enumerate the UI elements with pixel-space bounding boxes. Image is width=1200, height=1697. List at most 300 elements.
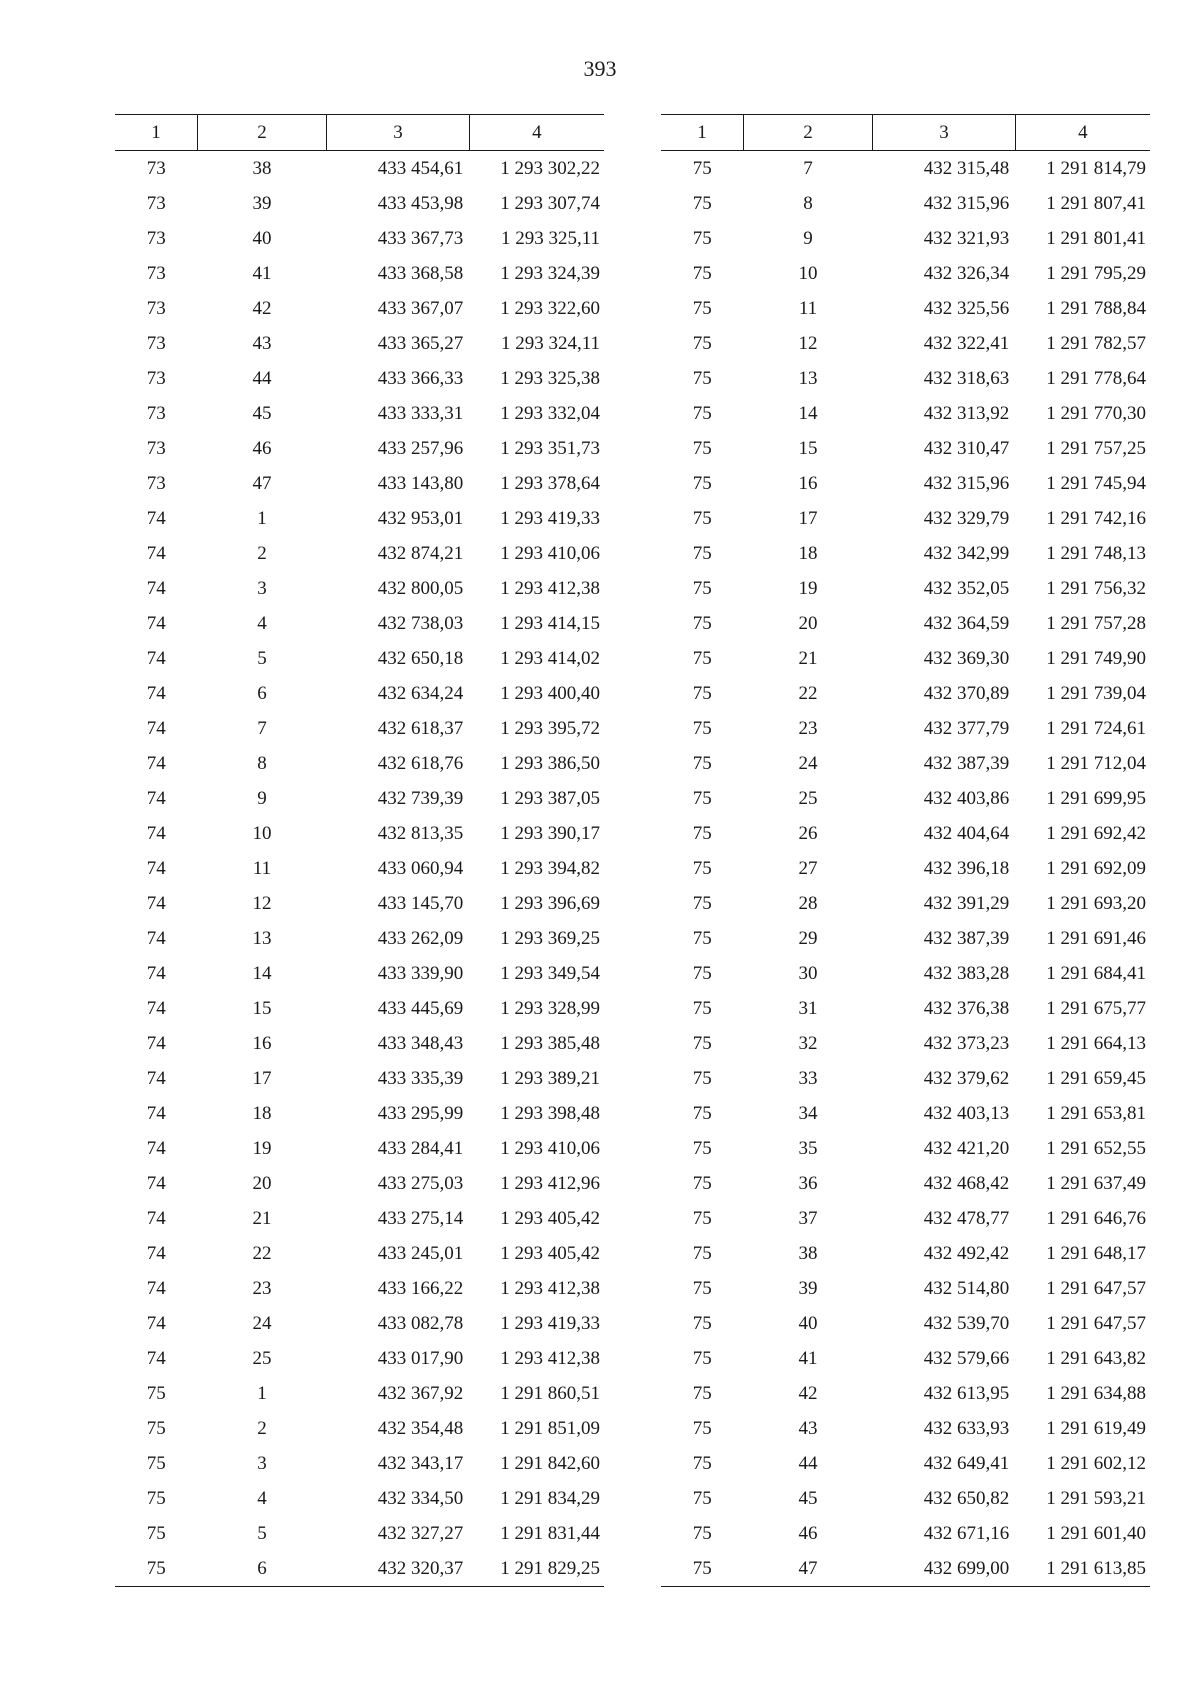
- cell-y-coordinate: 1 293 324,11: [500, 332, 600, 354]
- cell-section: 74: [146, 1137, 166, 1159]
- cell-y-coordinate: 1 291 829,25: [469, 1551, 604, 1587]
- cell-x-coordinate: 432 739,39: [377, 787, 464, 809]
- cell-x-coordinate: 432 404,64: [923, 822, 1010, 844]
- table-row: [115, 781, 604, 816]
- cell-section: 75: [692, 472, 712, 494]
- cell-x-coordinate: 433 339,90: [377, 962, 464, 984]
- cell-y-coordinate: 1 291 664,13: [1046, 1032, 1146, 1054]
- cell-point: 20: [798, 612, 818, 634]
- cell-section: 75: [692, 717, 712, 739]
- cell-y-coordinate: 1 293 419,33: [500, 507, 600, 529]
- cell-y-coordinate: 1 291 778,64: [1046, 367, 1146, 389]
- table-row: [115, 1236, 604, 1271]
- cell-point: 25: [798, 787, 818, 809]
- cell-y-coordinate: 1 291 699,95: [1046, 787, 1146, 809]
- cell-x-coordinate: 433 368,58: [377, 262, 464, 284]
- cell-section: 75: [692, 962, 712, 984]
- cell-point: 13: [252, 927, 272, 949]
- cell-y-coordinate: 1 291 637,49: [1046, 1172, 1146, 1194]
- cell-x-coordinate: 432 421,20: [923, 1137, 1010, 1159]
- cell-section: 75: [692, 1347, 712, 1369]
- cell-y-coordinate: 1 293 332,04: [500, 402, 600, 424]
- cell-section: 75: [692, 1242, 712, 1264]
- cell-point: 7: [803, 157, 813, 179]
- cell-section: 75: [692, 1417, 712, 1439]
- table-row: [661, 1376, 1150, 1411]
- cell-x-coordinate: 432 514,80: [923, 1277, 1010, 1299]
- cell-y-coordinate: 1 291 647,57: [1046, 1277, 1146, 1299]
- table-row: [115, 1446, 604, 1481]
- cell-x-coordinate: 432 387,39: [923, 927, 1010, 949]
- cell-x-coordinate: 433 367,73: [377, 227, 464, 249]
- cell-section: 75: [692, 402, 712, 424]
- cell-x-coordinate: 432 618,76: [377, 752, 464, 774]
- cell-point: 5: [257, 647, 267, 669]
- cell-point: 45: [798, 1487, 818, 1509]
- coordinates-table-left: [115, 114, 604, 1587]
- cell-point: 27: [798, 857, 818, 879]
- cell-section: 74: [146, 647, 166, 669]
- cell-x-coordinate: 433 453,98: [377, 192, 464, 214]
- cell-point: 31: [798, 997, 818, 1019]
- cell-x-coordinate: 433 366,33: [377, 367, 464, 389]
- cell-x-coordinate: 432 613,95: [923, 1382, 1010, 1404]
- cell-y-coordinate: 1 291 693,20: [1046, 892, 1146, 914]
- cell-x-coordinate: 433 245,01: [377, 1242, 464, 1264]
- table-row: [115, 816, 604, 851]
- cell-point: 19: [798, 577, 818, 599]
- cell-y-coordinate: 1 293 405,42: [500, 1207, 600, 1229]
- cell-section: 75: [146, 1382, 166, 1404]
- cell-y-coordinate: 1 293 302,22: [500, 157, 600, 179]
- cell-section: 74: [146, 1207, 166, 1229]
- cell-x-coordinate: 432 800,05: [377, 577, 464, 599]
- cell-point: 46: [252, 437, 272, 459]
- table-row: [115, 1341, 604, 1376]
- table-row: [115, 1201, 604, 1236]
- table-header-row: [661, 115, 1150, 151]
- column-header-1: 1: [661, 115, 743, 151]
- table-row: [115, 921, 604, 956]
- table-row: [661, 1236, 1150, 1271]
- cell-point: 10: [252, 822, 272, 844]
- cell-x-coordinate: 432 671,16: [923, 1522, 1010, 1544]
- cell-x-coordinate: 432 618,37: [377, 717, 464, 739]
- table-row: [115, 1551, 604, 1587]
- cell-section: 75: [692, 542, 712, 564]
- cell-x-coordinate: 432 478,77: [923, 1207, 1010, 1229]
- table-body-left: [115, 151, 604, 1587]
- cell-section: 73: [146, 192, 166, 214]
- cell-point: 24: [798, 752, 818, 774]
- table-row: [661, 1096, 1150, 1131]
- cell-point: 14: [252, 962, 272, 984]
- table-row: [661, 1201, 1150, 1236]
- table-row: [661, 151, 1150, 187]
- table-row: [661, 501, 1150, 536]
- table-row: [115, 641, 604, 676]
- cell-x-coordinate: 432 373,23: [923, 1032, 1010, 1054]
- cell-x-coordinate: 432 633,93: [923, 1417, 1010, 1439]
- cell-section: 75: [692, 262, 712, 284]
- cell-x-coordinate: 432 650,82: [923, 1487, 1010, 1509]
- cell-point: 18: [798, 542, 818, 564]
- cell-x-coordinate: 432 396,18: [923, 857, 1010, 879]
- cell-point: 4: [257, 612, 267, 634]
- cell-x-coordinate: 433 166,22: [377, 1277, 464, 1299]
- cell-x-coordinate: 433 143,80: [377, 472, 464, 494]
- cell-section: 74: [146, 577, 166, 599]
- table-row: [115, 431, 604, 466]
- cell-section: 75: [692, 647, 712, 669]
- cell-point: 19: [252, 1137, 272, 1159]
- cell-x-coordinate: 433 365,27: [377, 332, 464, 354]
- cell-x-coordinate: 433 145,70: [377, 892, 464, 914]
- table-row: [115, 1306, 604, 1341]
- cell-x-coordinate: 432 377,79: [923, 717, 1010, 739]
- cell-point: 36: [798, 1172, 818, 1194]
- cell-y-coordinate: 1 293 400,40: [500, 682, 600, 704]
- cell-y-coordinate: 1 291 834,29: [500, 1487, 600, 1509]
- cell-y-coordinate: 1 291 739,04: [1046, 682, 1146, 704]
- table-row: [115, 1411, 604, 1446]
- table-row: [661, 1341, 1150, 1376]
- cell-x-coordinate: 432 367,92: [377, 1382, 464, 1404]
- cell-point: 2: [257, 542, 267, 564]
- cell-section: 73: [146, 472, 166, 494]
- cell-y-coordinate: 1 293 410,06: [500, 1137, 600, 1159]
- cell-y-coordinate: 1 293 307,74: [500, 192, 600, 214]
- cell-point: 15: [252, 997, 272, 1019]
- cell-x-coordinate: 432 650,18: [377, 647, 464, 669]
- cell-x-coordinate: 432 364,59: [923, 612, 1010, 634]
- cell-point: 44: [252, 367, 272, 389]
- cell-x-coordinate: 432 383,28: [923, 962, 1010, 984]
- cell-section: 75: [692, 157, 712, 179]
- cell-point: 8: [803, 192, 813, 214]
- cell-point: 18: [252, 1102, 272, 1124]
- cell-x-coordinate: 433 257,96: [377, 437, 464, 459]
- cell-x-coordinate: 433 333,31: [377, 402, 464, 424]
- cell-y-coordinate: 1 293 349,54: [500, 962, 600, 984]
- table-row: [661, 186, 1150, 221]
- cell-section: 75: [692, 577, 712, 599]
- cell-section: 74: [146, 1032, 166, 1054]
- cell-point: 43: [252, 332, 272, 354]
- cell-section: 74: [146, 1172, 166, 1194]
- cell-y-coordinate: 1 293 414,15: [500, 612, 600, 634]
- cell-y-coordinate: 1 291 652,55: [1046, 1137, 1146, 1159]
- cell-point: 22: [252, 1242, 272, 1264]
- cell-y-coordinate: 1 293 412,38: [500, 577, 600, 599]
- cell-point: 1: [257, 1382, 267, 1404]
- cell-x-coordinate: 432 310,47: [923, 437, 1010, 459]
- cell-point: 43: [798, 1417, 818, 1439]
- cell-x-coordinate: 432 352,05: [923, 577, 1010, 599]
- cell-section: 75: [692, 227, 712, 249]
- cell-point: 16: [798, 472, 818, 494]
- cell-point: 41: [798, 1347, 818, 1369]
- cell-y-coordinate: 1 293 395,72: [500, 717, 600, 739]
- cell-y-coordinate: 1 293 412,38: [500, 1347, 600, 1369]
- cell-section: 75: [661, 1551, 743, 1587]
- cell-point: 45: [252, 402, 272, 424]
- cell-y-coordinate: 1 293 405,42: [500, 1242, 600, 1264]
- column-header-2: 2: [743, 115, 872, 151]
- cell-x-coordinate: 432 874,21: [377, 542, 464, 564]
- cell-point: 2: [257, 1417, 267, 1439]
- table-row: [115, 1481, 604, 1516]
- cell-section: 75: [692, 192, 712, 214]
- cell-x-coordinate: 432 376,38: [923, 997, 1010, 1019]
- table-row: [661, 606, 1150, 641]
- table-row: [115, 501, 604, 536]
- cell-point: 32: [798, 1032, 818, 1054]
- cell-point: 12: [252, 892, 272, 914]
- cell-section: 75: [692, 892, 712, 914]
- table-row: [661, 816, 1150, 851]
- cell-y-coordinate: 1 293 394,82: [500, 857, 600, 879]
- cell-section: 73: [146, 262, 166, 284]
- cell-y-coordinate: 1 291 748,13: [1046, 542, 1146, 564]
- table-row: [661, 1026, 1150, 1061]
- cell-y-coordinate: 1 291 742,16: [1046, 507, 1146, 529]
- cell-section: 75: [692, 857, 712, 879]
- cell-section: 74: [146, 822, 166, 844]
- table-row: [115, 361, 604, 396]
- cell-point: 39: [798, 1277, 818, 1299]
- column-header-3: 3: [873, 115, 1016, 151]
- cell-y-coordinate: 1 291 659,45: [1046, 1067, 1146, 1089]
- cell-section: 74: [146, 542, 166, 564]
- cell-point: 5: [257, 1522, 267, 1544]
- cell-y-coordinate: 1 293 410,06: [500, 542, 600, 564]
- cell-section: 75: [146, 1417, 166, 1439]
- table-row: [661, 886, 1150, 921]
- cell-x-coordinate: 432 579,66: [923, 1347, 1010, 1369]
- table-row: [661, 1516, 1150, 1551]
- table-row: [661, 711, 1150, 746]
- cell-y-coordinate: 1 291 749,90: [1046, 647, 1146, 669]
- cell-point: 46: [798, 1522, 818, 1544]
- cell-y-coordinate: 1 291 643,82: [1046, 1347, 1146, 1369]
- cell-y-coordinate: 1 291 601,40: [1046, 1522, 1146, 1544]
- cell-section: 75: [692, 1137, 712, 1159]
- cell-point: 47: [252, 472, 272, 494]
- cell-x-coordinate: 433 275,03: [377, 1172, 464, 1194]
- cell-y-coordinate: 1 293 412,96: [500, 1172, 600, 1194]
- table-row: [661, 1551, 1150, 1587]
- cell-y-coordinate: 1 291 745,94: [1046, 472, 1146, 494]
- cell-y-coordinate: 1 291 648,17: [1046, 1242, 1146, 1264]
- cell-x-coordinate: 432 699,00: [873, 1551, 1016, 1587]
- cell-section: 75: [692, 1312, 712, 1334]
- cell-point: 33: [798, 1067, 818, 1089]
- cell-section: 75: [692, 367, 712, 389]
- cell-section: 74: [146, 717, 166, 739]
- column-header-2: 2: [197, 115, 326, 151]
- cell-y-coordinate: 1 293 385,48: [500, 1032, 600, 1054]
- cell-x-coordinate: 432 403,86: [923, 787, 1010, 809]
- cell-y-coordinate: 1 291 814,79: [1046, 157, 1146, 179]
- cell-y-coordinate: 1 291 795,29: [1046, 262, 1146, 284]
- cell-x-coordinate: 432 391,29: [923, 892, 1010, 914]
- cell-section: 75: [692, 332, 712, 354]
- cell-point: 12: [798, 332, 818, 354]
- cell-y-coordinate: 1 291 634,88: [1046, 1382, 1146, 1404]
- cell-point: 8: [257, 752, 267, 774]
- table-row: [661, 221, 1150, 256]
- cell-section: 75: [692, 1487, 712, 1509]
- cell-section: 75: [692, 927, 712, 949]
- cell-x-coordinate: 432 953,01: [377, 507, 464, 529]
- table-row: [115, 886, 604, 921]
- cell-y-coordinate: 1 291 782,57: [1046, 332, 1146, 354]
- cell-y-coordinate: 1 293 398,48: [500, 1102, 600, 1124]
- cell-y-coordinate: 1 291 613,85: [1015, 1551, 1150, 1587]
- cell-x-coordinate: 432 539,70: [923, 1312, 1010, 1334]
- cell-section: 74: [146, 927, 166, 949]
- cell-section: 75: [692, 1067, 712, 1089]
- cell-y-coordinate: 1 291 860,51: [500, 1382, 600, 1404]
- cell-y-coordinate: 1 291 675,77: [1046, 997, 1146, 1019]
- table-row: [115, 291, 604, 326]
- table-row: [115, 326, 604, 361]
- cell-x-coordinate: 433 262,09: [377, 927, 464, 949]
- cell-y-coordinate: 1 291 757,25: [1046, 437, 1146, 459]
- table-row: [115, 746, 604, 781]
- cell-y-coordinate: 1 293 325,11: [500, 227, 600, 249]
- cell-section: 75: [692, 1452, 712, 1474]
- table-row: [661, 1166, 1150, 1201]
- cell-point: 17: [798, 507, 818, 529]
- cell-y-coordinate: 1 291 756,32: [1046, 577, 1146, 599]
- cell-point: 39: [252, 192, 272, 214]
- cell-section: 74: [146, 1312, 166, 1334]
- cell-y-coordinate: 1 293 378,64: [500, 472, 600, 494]
- table-row: [115, 1271, 604, 1306]
- cell-y-coordinate: 1 291 684,41: [1046, 962, 1146, 984]
- cell-x-coordinate: 433 454,61: [377, 157, 464, 179]
- cell-section: 73: [146, 332, 166, 354]
- cell-point: 42: [798, 1382, 818, 1404]
- cell-x-coordinate: 433 348,43: [377, 1032, 464, 1054]
- cell-section: 75: [146, 1522, 166, 1544]
- cell-point: 21: [252, 1207, 272, 1229]
- cell-x-coordinate: 432 318,63: [923, 367, 1010, 389]
- cell-point: 9: [257, 787, 267, 809]
- cell-point: 34: [798, 1102, 818, 1124]
- cell-section: 74: [146, 612, 166, 634]
- cell-x-coordinate: 433 017,90: [377, 1347, 464, 1369]
- table-row: [115, 571, 604, 606]
- table-row: [115, 1131, 604, 1166]
- table-row: [115, 466, 604, 501]
- cell-x-coordinate: 433 275,14: [377, 1207, 464, 1229]
- cell-y-coordinate: 1 293 387,05: [500, 787, 600, 809]
- cell-point: 30: [798, 962, 818, 984]
- table-row: [115, 396, 604, 431]
- cell-point: 40: [252, 227, 272, 249]
- cell-x-coordinate: 432 370,89: [923, 682, 1010, 704]
- cell-y-coordinate: 1 291 757,28: [1046, 612, 1146, 634]
- cell-section: 74: [146, 1242, 166, 1264]
- cell-x-coordinate: 432 315,96: [923, 192, 1010, 214]
- table-row: [115, 606, 604, 641]
- cell-point: 10: [798, 262, 818, 284]
- cell-y-coordinate: 1 291 692,09: [1046, 857, 1146, 879]
- cell-section: 75: [692, 1032, 712, 1054]
- cell-point: 26: [798, 822, 818, 844]
- cell-section: 73: [146, 367, 166, 389]
- cell-point: 38: [252, 157, 272, 179]
- table-row: [661, 676, 1150, 711]
- cell-x-coordinate: 433 335,39: [377, 1067, 464, 1089]
- table-row: [115, 851, 604, 886]
- cell-point: 16: [252, 1032, 272, 1054]
- cell-y-coordinate: 1 293 419,33: [500, 1312, 600, 1334]
- cell-section: 75: [692, 822, 712, 844]
- cell-point: 25: [252, 1347, 272, 1369]
- cell-y-coordinate: 1 293 324,39: [500, 262, 600, 284]
- column-header-1: 1: [115, 115, 197, 151]
- table-row: [661, 1061, 1150, 1096]
- table-row: [115, 221, 604, 256]
- cell-point: 20: [252, 1172, 272, 1194]
- cell-section: 74: [146, 507, 166, 529]
- cell-section: 73: [146, 297, 166, 319]
- cell-x-coordinate: 433 060,94: [377, 857, 464, 879]
- cell-x-coordinate: 432 321,93: [923, 227, 1010, 249]
- column-header-4: 4: [469, 115, 604, 151]
- cell-section: 74: [146, 787, 166, 809]
- cell-y-coordinate: 1 291 842,60: [500, 1452, 600, 1474]
- cell-y-coordinate: 1 291 602,12: [1046, 1452, 1146, 1474]
- cell-section: 74: [146, 997, 166, 1019]
- cell-section: 75: [692, 1382, 712, 1404]
- table-row: [115, 1376, 604, 1411]
- cell-section: 75: [692, 507, 712, 529]
- table-row: [661, 746, 1150, 781]
- table-row: [661, 991, 1150, 1026]
- table-row: [661, 956, 1150, 991]
- cell-section: 74: [146, 962, 166, 984]
- cell-y-coordinate: 1 293 396,69: [500, 892, 600, 914]
- cell-y-coordinate: 1 291 712,04: [1046, 752, 1146, 774]
- cell-point: 1: [257, 507, 267, 529]
- cell-y-coordinate: 1 291 801,41: [1046, 227, 1146, 249]
- page-number: 393: [583, 56, 617, 81]
- cell-y-coordinate: 1 291 831,44: [500, 1522, 600, 1544]
- cell-y-coordinate: 1 293 328,99: [500, 997, 600, 1019]
- cell-y-coordinate: 1 293 386,50: [500, 752, 600, 774]
- table-row: [661, 571, 1150, 606]
- cell-point: 6: [257, 682, 267, 704]
- table-row: [661, 921, 1150, 956]
- cell-x-coordinate: 432 468,42: [923, 1172, 1010, 1194]
- cell-section: 74: [146, 682, 166, 704]
- column-header-4: 4: [1015, 115, 1150, 151]
- cell-x-coordinate: 432 329,79: [923, 507, 1010, 529]
- table-row: [115, 1026, 604, 1061]
- table-row: [115, 186, 604, 221]
- cell-section: 74: [146, 1102, 166, 1124]
- cell-point: 11: [798, 297, 818, 319]
- cell-section: 75: [692, 612, 712, 634]
- cell-x-coordinate: 433 367,07: [377, 297, 464, 319]
- cell-x-coordinate: 432 325,56: [923, 297, 1010, 319]
- cell-point: 37: [798, 1207, 818, 1229]
